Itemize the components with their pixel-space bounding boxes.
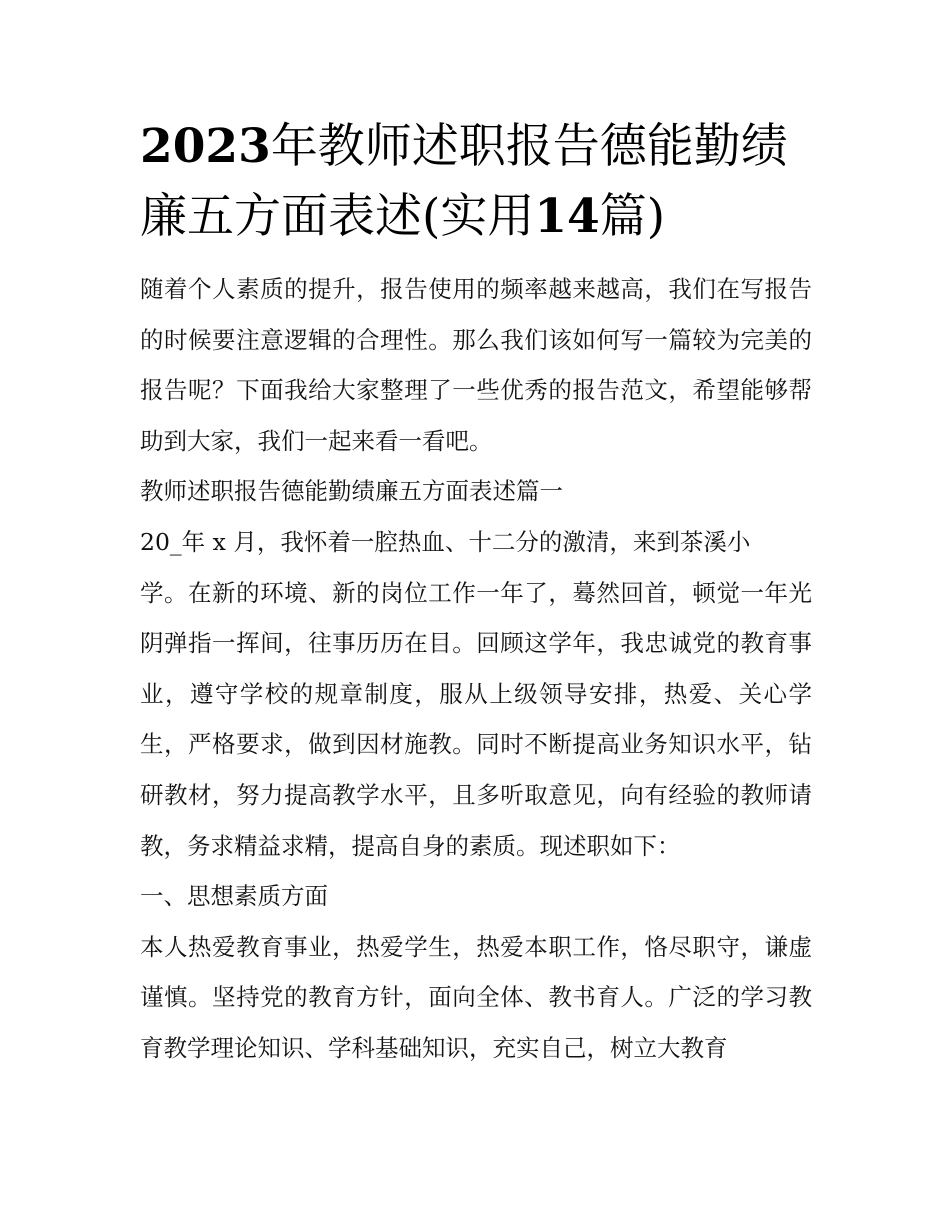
title-line2-suffix: 篇)	[599, 189, 666, 244]
subheading-thought-quality: 一、思想素质方面	[140, 882, 328, 911]
title-line1-text: 年教师述职报告德能勤绩	[270, 119, 788, 174]
document-title	[140, 112, 812, 252]
paragraph-1: 学。在新的环境、新的岗位工作一年了，蓦然回首，顿觉一年光阴弹指一挥间，往事历历在目。回顾这学年，我忠诚党的教育事业，遵守学校的规章制度，服从上级领导安排，热爱、关心学生，严格要求，做到因材施教。同时不断提高业务知识水平，钻研教材，努力提高教学水平，且多听取意见，向有经验的教师请教，务求精益求精，提高自身的素质。现述职如下：	[140, 578, 812, 860]
title-count: 14	[534, 189, 600, 244]
title-line2-text: 廉五方面表述(实用	[140, 189, 535, 244]
paragraph-2: 本人热爱教育事业，热爱学生，热爱本职工作，恪尽职守，谦虚谨慎。坚持党的教育方针，面向全体、教书育人。广泛的学习教育教学理论知识、学科基础知识，充实自己，树立大教育	[140, 932, 812, 1062]
section-title: 教师述职报告德能勤绩廉五方面表述篇一	[140, 477, 563, 506]
paragraph-1-first-line: 20_年 x 月，我怀着一腔热血、十二分的激清，来到茶溪小	[140, 527, 751, 556]
document-body	[140, 264, 812, 1074]
document-page	[140, 112, 812, 1074]
intro-paragraph: 随着个人素质的提升，报告使用的频率越来越高，我们在写报告的时候要注意逻辑的合理性。那么我们该如何写一篇较为完美的报告呢？下面我给大家整理了一些优秀的报告范文，希望能够帮助到大家，我们一起来看一看吧。	[140, 275, 812, 455]
title-year: 2023	[140, 119, 271, 174]
